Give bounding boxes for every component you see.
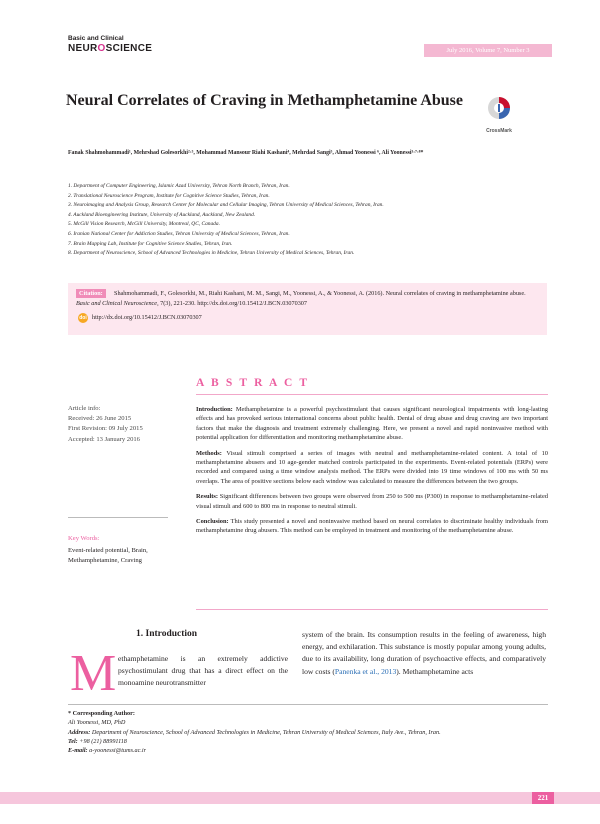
correspondence-block: [68, 709, 548, 755]
doi-link[interactable]: http://dx.doi.org/10.15412/J.BCN.03070307: [92, 314, 202, 321]
revision-date: First Revision: 09 July 2015: [68, 425, 143, 433]
sidebar-divider: [68, 517, 168, 518]
footer-bar: [0, 792, 600, 804]
address-text: Department of Neuroscience, School of Advanced Technologies in Medicine, Tehran University of Medical Sciences, Italy Ave., Tehran, Iran.: [90, 728, 441, 736]
accepted-date: Accepted: 13 January 2016: [68, 435, 140, 443]
section-text: Visual stimuli comprised a series of images with neutral and methamphetamine-related content. A total of 10 methamphetamine abusers and 10 age-gender matched controls participated in the experiments. Event-related potentials (ERPs) were recorded and compared using a time window analysis method. The ERPs were divided into 19 time windows of 100 ms with 50 ms overlaps. The area of positive sections below each window was calculated to measure the differences between the two groups.: [196, 449, 548, 485]
article-info: [68, 404, 168, 445]
issue-text: July 2016, Volume 7, Number 3: [446, 47, 530, 54]
citation-journal: Basic and Clinical Neuroscience: [76, 300, 158, 307]
abstract-conclusion: [196, 517, 548, 536]
abstract-divider: [196, 394, 548, 395]
email-text[interactable]: a-yoonessi@tums.ac.ir: [87, 747, 147, 755]
correspondence-divider: [68, 704, 548, 705]
affiliation-item: 3. Neuroimaging and Analysis Group, Research Center for Molecular and Cellular Imaging, Tehran University of Medical Sciences, Tehran, Iran.: [68, 202, 384, 209]
page-number: 221: [532, 792, 554, 804]
abstract-methods: [196, 449, 548, 487]
affiliation-item: 1. Department of Computer Engineering, Islamic Azad University, Tehran North Branch, Tehran, Iran.: [68, 183, 290, 189]
crossmark-icon: [484, 96, 514, 122]
abstract-bottom-divider: [196, 609, 548, 610]
affiliation-item: 7. Brain Mapping Lab, Institute for Cognitive Science Studies, Tehran, Iran.: [68, 240, 233, 247]
email-label: E-mail:: [68, 747, 88, 755]
affiliation-item: 4. Auckland Bioengineering Institute, University of Auckland, Auckland, New Zealand.: [68, 211, 256, 218]
affiliation-item: 6. Iranian National Center for Addiction Studies, Tehran University of Medical Sciences, Tehran, Iran.: [68, 230, 290, 237]
affiliation-item: 2. Translational Neuroscience Program, Institute for Cognitive Science Studies, Tehran, Iran.: [68, 192, 270, 199]
drop-cap: M: [70, 645, 117, 702]
corresponding-name: Ali Yoonessi, MD, PhD: [68, 719, 126, 727]
journal-logo: [68, 43, 152, 54]
citation-body: Shahmohammadi, F., Golesorkhi, M., Riahi Kashani, M. M., Sangi, M., Yoonessi, A., & Yoonessi, A. (2016). Neural correlates of craving in methamphetamine abuse.: [114, 290, 526, 297]
citation-text: [76, 289, 538, 309]
affiliation-item: 5. McGill Vision Research, McGill University, Montreal, QC, Canada.: [68, 221, 220, 228]
abstract-introduction: [196, 405, 548, 443]
affiliation-list: [68, 182, 548, 259]
section-text: Significant differences between two groups were observed from 250 to 500 ms (P300) in response to methamphetamine-related visual stimuli and 600 to 800 ms in response to neutral stimuli.: [196, 493, 548, 510]
corresponding-tel: [68, 737, 548, 746]
intro-column-2: [302, 629, 546, 678]
intro-text: ). Methamphetamine acts: [396, 666, 474, 676]
section-label: Introduction:: [196, 406, 233, 413]
section-label: Conclusion:: [196, 518, 229, 526]
received-date: Received: 26 June 2015: [68, 415, 132, 423]
journal-logo-part: SCIENCE: [105, 43, 153, 54]
crossmark-badge[interactable]: [484, 96, 514, 134]
section-text: Methamphetamine is a powerful psychostimulant that causes significant neurological impairments with long-lasting effects and has provoked serious international concerns about public health. Denial of drug abuse and drug craving are two important factors that make the diagnosis and treatment extremely challenging. Here, we present a novel and rapid noninvasive method with potential application for differentiation and monitoring methamphetamine abuse.: [196, 406, 548, 442]
tel-text: +98 (21) 88991118: [77, 737, 127, 745]
abstract-body: [196, 405, 548, 542]
article-info-label: Article info:: [68, 405, 101, 412]
crossmark-label: CrossMark: [486, 128, 512, 134]
affiliation-item: 8. Department of Neuroscience, School of Advanced Technologies in Medicine, Tehran University of Medical Sciences, Tehran, Iran.: [68, 250, 355, 257]
abstract-heading: A B S T R A C T: [196, 377, 310, 389]
citation-label: Citation:: [76, 289, 106, 298]
intro-text: system of the brain. Its consumption results in the feeling of awareness, high energy, and exhilaration. This substance is mostly popular among young adults, due to its availability, long duration of psychoactive effects, and comparatively low costs (: [302, 630, 546, 676]
corresponding-email: [68, 746, 548, 755]
citation-tail: , 7(3), 221-230. http://dx.doi.org/10.15412/J.BCN.03070307: [157, 300, 307, 307]
keywords-label: Key Words:: [68, 535, 100, 542]
reference-link[interactable]: Panenka et al., 2013: [334, 666, 397, 676]
doi-icon: doi: [79, 315, 87, 321]
introduction-heading: 1. Introduction: [136, 629, 198, 639]
issue-band: [424, 44, 552, 57]
journal-name-top: Basic and Clinical: [68, 35, 124, 42]
corresponding-label: * Corresponding Author:: [68, 710, 135, 717]
journal-logo-part: NEUR: [68, 43, 98, 54]
section-label: Methods:: [196, 449, 222, 457]
intro-column-1: ethamphetamine is an extremely addictive psychostimulant drug that has a direct effect on the monoamine neurotransmitter: [118, 654, 288, 688]
address-label: Address:: [68, 728, 91, 736]
section-label: Results:: [196, 493, 219, 501]
author-list: Fanak Shahmohammadi¹, Mehrshad Golesorkhi²·³, Mohammad Mansour Riahi Kashani⁴, Mehrdad Sangi⁵, Ahmad Yoonessi ⁶, Ali Yoonessi³·⁷·⁸*: [68, 150, 424, 156]
section-text: This study presented a novel and noninvasive method based on neural correlates to discriminate healthy individuals from methamphetamine drug abusers. This method can be employed in treatment and monitoring of the methamphetamine abuse.: [196, 518, 548, 535]
abstract-results: [196, 492, 548, 511]
tel-label: Tel:: [68, 737, 78, 745]
journal-logo-o: O: [97, 43, 106, 54]
corresponding-address: [68, 728, 548, 737]
paper-title: Neural Correlates of Craving in Methamphetamine Abuse: [66, 92, 463, 109]
keywords-text: Event-related potential, Brain, Methamphetamine, Craving: [68, 547, 148, 565]
